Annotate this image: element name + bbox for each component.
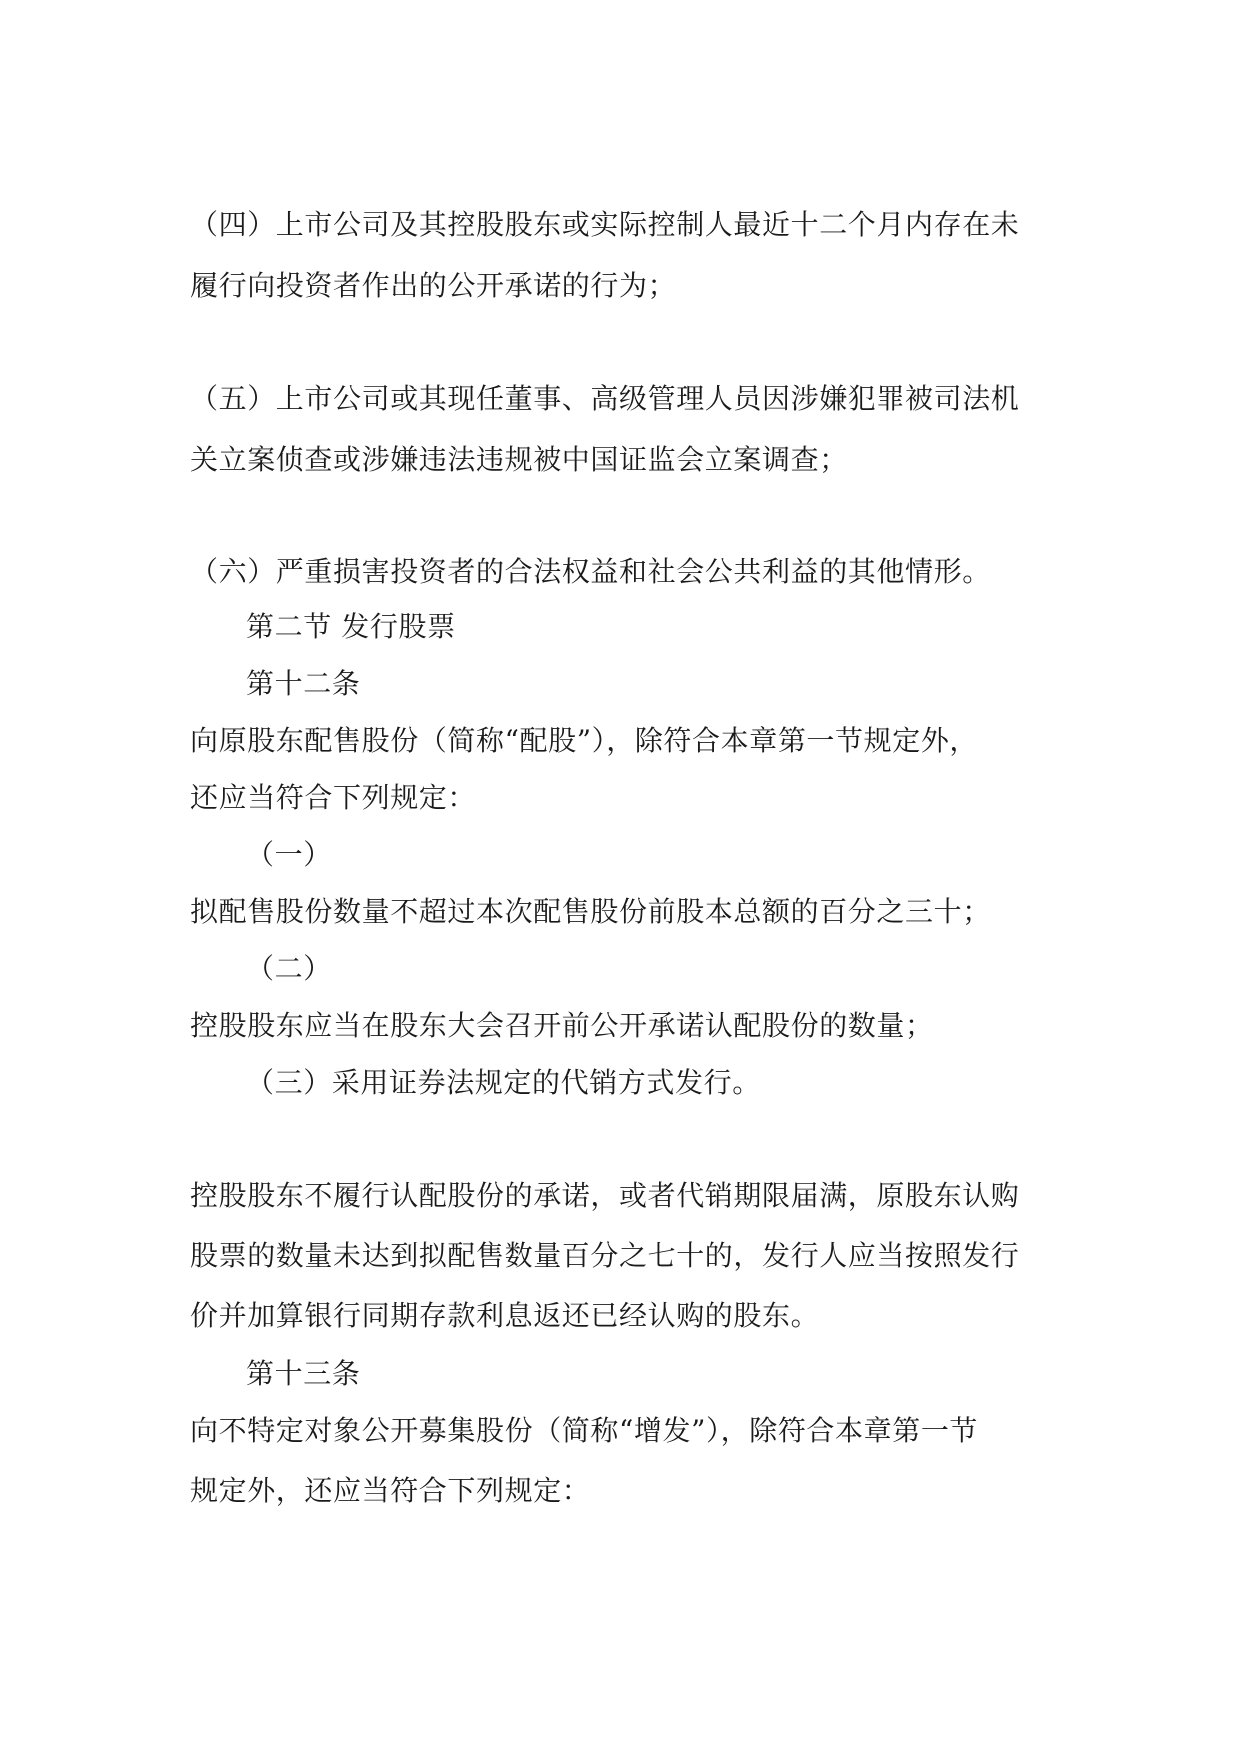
text-line: 还应当符合下列规定： xyxy=(190,781,477,814)
text-line: 股票的数量未达到拟配售数量百分之七十的，发行人应当按照发行 xyxy=(190,1239,1020,1272)
item-marker: （二） xyxy=(246,952,332,985)
item-marker: （一） xyxy=(246,838,332,871)
text-line: （五）上市公司或其现任董事、高级管理人员因涉嫌犯罪被司法机 xyxy=(190,382,1020,415)
section-heading: 第二节 发行股票 xyxy=(246,610,456,643)
text-line: 价并加算银行同期存款利息返还已经认购的股东。 xyxy=(190,1299,820,1332)
text-line: （六）严重损害投资者的合法权益和社会公共利益的其他情形。 xyxy=(190,555,991,588)
text-line: 履行向投资者作出的公开承诺的行为； xyxy=(190,269,677,302)
text-line: （三）采用证券法规定的代销方式发行。 xyxy=(246,1066,761,1099)
text-line: 关立案侦查或涉嫌违法违规被中国证监会立案调查； xyxy=(190,443,848,476)
article-heading: 第十三条 xyxy=(246,1357,361,1390)
text-line: （四）上市公司及其控股股东或实际控制人最近十二个月内存在未 xyxy=(190,208,1020,241)
article-heading: 第十二条 xyxy=(246,667,361,700)
text-line: 向原股东配售股份（简称“配股”），除符合本章第一节规定外， xyxy=(190,724,979,757)
text-line: 拟配售股份数量不超过本次配售股份前股本总额的百分之三十； xyxy=(190,895,991,928)
text-line: 规定外，还应当符合下列规定： xyxy=(190,1474,591,1507)
text-line: 控股股东不履行认配股份的承诺，或者代销期限届满，原股东认购 xyxy=(190,1179,1020,1212)
text-line: 控股股东应当在股东大会召开前公开承诺认配股份的数量； xyxy=(190,1009,934,1042)
text-line: 向不特定对象公开募集股份（简称“增发”），除符合本章第一节 xyxy=(190,1414,979,1447)
